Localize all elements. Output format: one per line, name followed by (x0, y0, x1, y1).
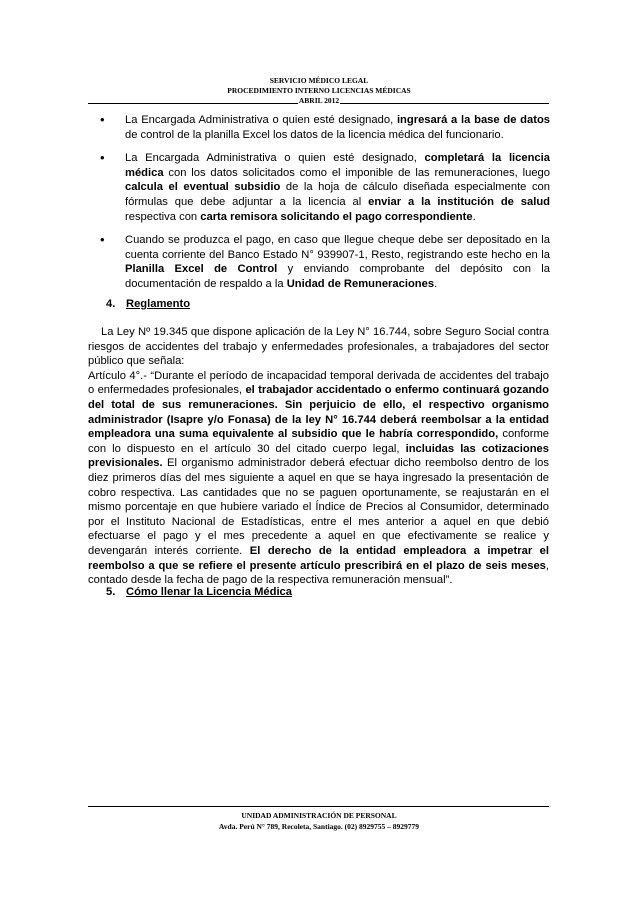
section-title: Cómo llenar la Licencia Médica (126, 586, 293, 598)
bold-text-run: carta remisora solicitando el pago correspondiente (200, 210, 473, 223)
section-number: 4. (106, 298, 116, 310)
bullet-text (125, 234, 550, 290)
bullet-text (125, 152, 550, 222)
text-run: conforme con lo dispuesto en el artículo 30 del citado cuerpo legal, (88, 428, 549, 455)
text-run: , contado desde la fecha de pago de la respectiva remuneración mensual”. (88, 559, 549, 587)
bold-text-run: el trabajador accidentado o enfermo continuará gozando del total de sus remuneraciones. Sin perjuicio de ello, el respectivo organismo administrador (Isapre y/o Fonasa) de la ley N° 16.744 deberá reembolsar a la entidad empleadora una suma equivalente al subsidio que le habría correspondido, (88, 384, 549, 441)
bold-text-run: Unidad de Remuneraciones (286, 277, 435, 290)
text-run: El organismo administrador deberá efectuar dicho reembolso dentro de los diez primeros días del mes siguiente a aquel en que se haya ingresado la presentación de cobro respectiva. Las cantidades que no se paguen oportunamente, se reajustarán en el mismo porcentaje en que hubiere variado el Índice de Precios al Consumidor, determinado por el Instituto Nacional de Estadísticas, entre el mes anterior a aquel en que debió efectuarse el pago y el mes precedente a aquel en que efectivamente se realice y devengarán interés corriente. (88, 457, 549, 557)
bold-text-run: ingresará a la base de datos (396, 114, 551, 126)
text-run: de la hoja de cálculo diseñada especialmente con fórmulas que debe adjuntar a la licencia al (125, 181, 550, 208)
bold-text-run: incluidas las cotizaciones previsionales. (88, 442, 549, 470)
article-4-paragraph (88, 369, 549, 588)
bullet-icon: • (100, 150, 105, 166)
text-run: La Ley Nº 19.345 que dispone aplicación de la Ley N° 16.744, sobre Seguro Social contra riesgos de accidentes del trabajo y enfermedades profesionales, a trabajadores del sector público que señala: (88, 326, 553, 368)
law-text (88, 325, 553, 588)
text-run: . (472, 210, 476, 223)
footer-rule (88, 806, 549, 807)
bullet-icon: • (100, 232, 105, 248)
bold-text-run: calcula el eventual subsidio (125, 181, 281, 194)
footer-address: Avda. Perú N° 789, Recoleta, Santiago. (02) 8929755 – 8929779 (218, 822, 420, 831)
text-run: . (434, 277, 438, 290)
bullet-item (100, 151, 550, 224)
section-number: 5. (106, 586, 116, 598)
text-run: de control de la planilla Excel los datos de la licencia médica del funcionario. (125, 128, 504, 141)
procedure-bullet-list (100, 113, 550, 301)
section-5-heading (106, 586, 292, 598)
bold-text-run: Planilla Excel de Control (125, 263, 278, 276)
header-date (0, 96, 638, 105)
text-run: con los datos solicitados como el imponible de las remuneraciones, luego (163, 166, 550, 179)
text-run: La Encargada Administrativa o quien esté designado, (125, 152, 425, 165)
text-run: Artículo 4°.- “Durante el período de incapacidad temporal derivada de accidentes del trabajo o enfermedades profesionales, (88, 369, 549, 397)
text-run: La Encargada Administrativa o quien esté designado, (125, 114, 397, 126)
text-run: Cuando se produzca el pago, en caso que llegue cheque debe ser depositado en la cuenta corriente del Banco Estado N° 939907-1, Resto, registrando este hecho en la (125, 234, 550, 261)
bullet-text (125, 114, 550, 141)
bold-text-run: enviar a la institución de salud (368, 195, 550, 208)
bold-text-run: El derecho de la entidad empleadora a impetrar el reembolso a que se refiere el presente artículo prescribirá en el plazo de seis meses (88, 544, 549, 572)
section-4-heading (106, 298, 190, 310)
text-run: respectiva con (125, 210, 201, 223)
header-line-1: SERVICIO MÉDICO LEGAL (269, 76, 369, 85)
header-date-text: ABRIL 2012 (298, 96, 340, 105)
section-title: Reglamento (126, 298, 191, 310)
footer-unit: UNIDAD ADMINISTRACIÓN DE PERSONAL (241, 811, 397, 820)
bullet-item (100, 233, 550, 291)
bold-text-run: completará la licencia médica (125, 152, 550, 179)
bullet-item (100, 113, 550, 142)
bullet-icon: • (100, 112, 105, 127)
text-run: y enviando comprobante del depósito con la documentación de respaldo a la (125, 263, 550, 290)
header-line-2: PROCEDIMIENTO INTERNO LICENCIAS MÉDICAS (227, 86, 411, 95)
law-intro-paragraph (88, 325, 553, 369)
